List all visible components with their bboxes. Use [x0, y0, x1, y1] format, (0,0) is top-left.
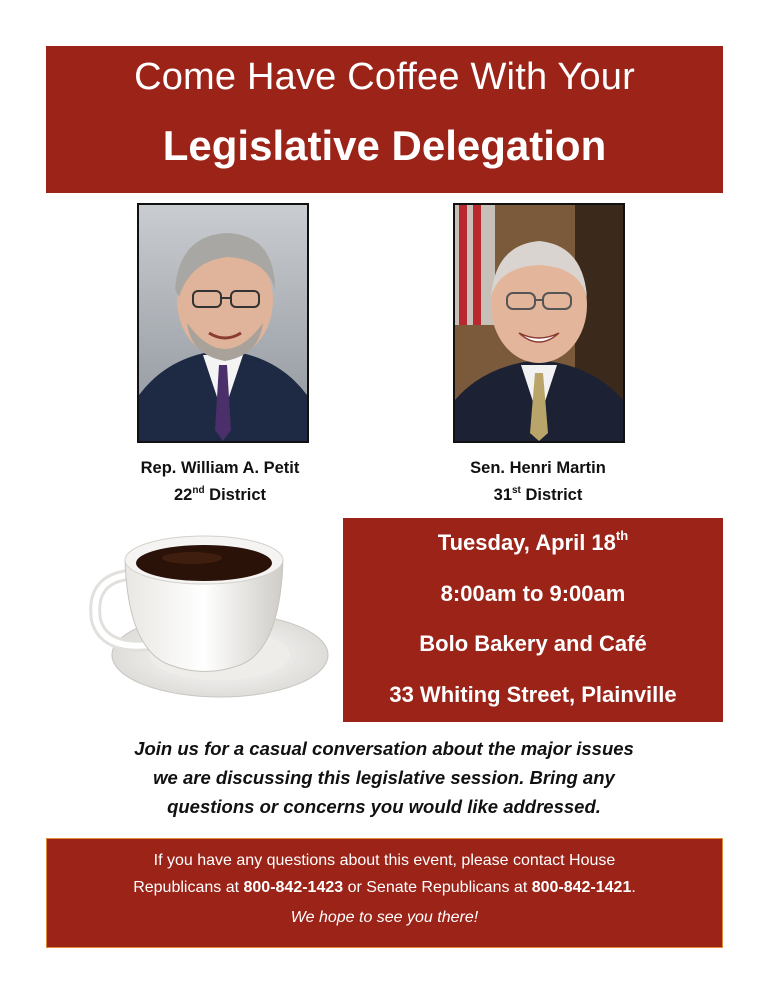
- intro-paragraph: [48, 734, 720, 821]
- event-details-box: [343, 518, 723, 722]
- portrait-icon: [139, 205, 307, 441]
- title-line-2: Legislative Delegation: [162, 122, 607, 169]
- legislator-name: Sen. Henri Martin: [470, 459, 606, 477]
- caption-rep-petit: [100, 455, 340, 509]
- intro-line: questions or concerns you would like addressed.: [167, 796, 601, 817]
- event-time: 8:00am to 9:00am: [440, 581, 626, 606]
- contact-box: [46, 838, 723, 948]
- portrait-sen-martin: [453, 203, 625, 443]
- event-venue: Bolo Bakery and Café: [419, 631, 647, 656]
- legislator-district: 22nd District: [173, 485, 267, 504]
- caption-sen-martin: [418, 455, 658, 509]
- title-line-1: Come Have Coffee With Your: [134, 56, 635, 98]
- portrait-icon: [455, 205, 623, 441]
- intro-line: Join us for a casual conversation about the major issues: [134, 738, 634, 759]
- contact-text: If you have any questions about this event, please contact House Republicans at 800-842-1423 or Senate Republicans at 800-842-1421.: [133, 852, 636, 896]
- closing-line: We hope to see you there!: [290, 909, 479, 926]
- portrait-rep-petit: [137, 203, 309, 443]
- legislator-district: 31st District: [493, 485, 583, 504]
- event-date: Tuesday, April 18th: [437, 528, 629, 555]
- coffee-cup-icon: [80, 520, 330, 710]
- title-banner: [46, 46, 723, 193]
- intro-line: we are discussing this legislative session. Bring any: [153, 767, 615, 788]
- senate-phone: 800-842-1421: [531, 879, 632, 896]
- house-phone: 800-842-1423: [243, 879, 344, 896]
- event-address: 33 Whiting Street, Plainville: [389, 682, 677, 707]
- legislator-name: Rep. William A. Petit: [140, 459, 300, 477]
